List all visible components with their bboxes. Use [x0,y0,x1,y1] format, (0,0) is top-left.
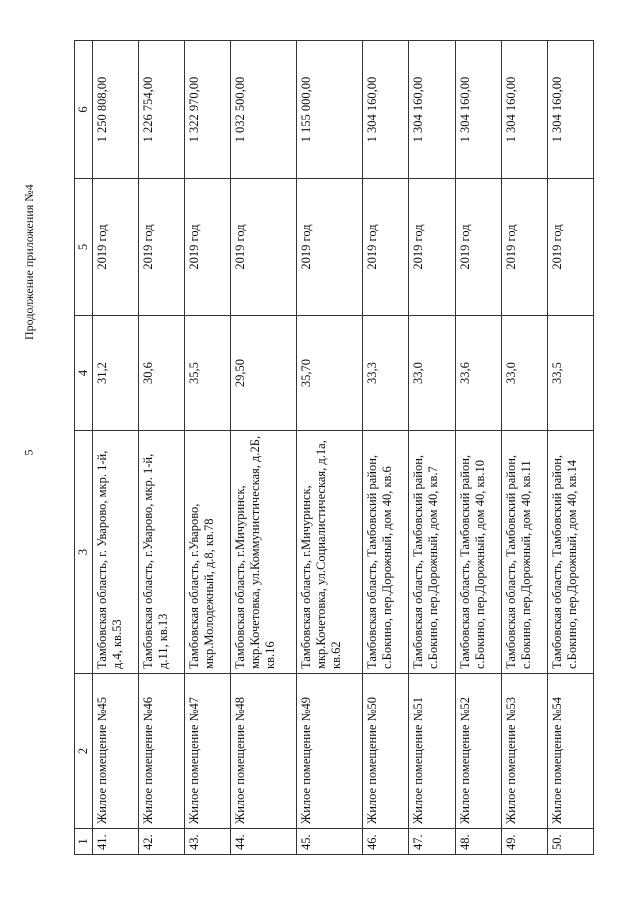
row-number-cell: 50. [547,829,593,855]
address-cell: Тамбовская область, г.Уварово, мкр.Молодежный, д.8, кв.78 [185,431,231,674]
name-cell: Жилое помещение №47 [185,674,231,829]
name-cell: Жилое помещение №49 [297,674,363,829]
price-cell: 1 304 160,00 [455,41,501,179]
table-body [93,41,594,855]
name-cell: Жилое помещение №50 [363,674,409,829]
table-row [547,41,593,855]
year-cell: 2019 год [547,179,593,316]
column-header: 1 [75,829,93,855]
area-cell: 35,70 [297,316,363,431]
area-cell: 33,0 [501,316,547,431]
price-cell: 1 226 754,00 [139,41,185,179]
name-cell: Жилое помещение №46 [139,674,185,829]
property-table [74,40,594,855]
price-cell: 1 304 160,00 [409,41,455,179]
table-row [455,41,501,855]
area-cell: 30,6 [139,316,185,431]
area-cell: 35,5 [185,316,231,431]
address-cell: Тамбовская область, Тамбовский район, с.Бокино, пер.Дорожный, дом 40, кв.7 [409,431,455,674]
column-header: 4 [75,316,93,431]
address-cell: Тамбовская область, г.Мичуринск, мкр.Кочетовка, ул.Социалистическая, д.1а, кв.62 [297,431,363,674]
area-cell: 33,3 [363,316,409,431]
row-number-cell: 49. [501,829,547,855]
row-number-cell: 43. [185,829,231,855]
table-row [231,41,297,855]
row-number-cell: 44. [231,829,297,855]
name-cell: Жилое помещение №53 [501,674,547,829]
column-header: 2 [75,674,93,829]
price-cell: 1 155 000,00 [297,41,363,179]
table-row [185,41,231,855]
year-cell: 2019 год [185,179,231,316]
year-cell: 2019 год [363,179,409,316]
area-cell: 33,0 [409,316,455,431]
area-cell: 29,50 [231,316,297,431]
column-header: 6 [75,41,93,179]
table-row [297,41,363,855]
year-cell: 2019 год [409,179,455,316]
name-cell: Жилое помещение №45 [93,674,139,829]
address-cell: Тамбовская область, Тамбовский район, с.Бокино, пер.Дорожный, дом 40, кв.10 [455,431,501,674]
table-row [363,41,409,855]
table-row [409,41,455,855]
year-cell: 2019 год [501,179,547,316]
price-cell: 1 032 500,00 [231,41,297,179]
year-cell: 2019 год [297,179,363,316]
appendix-label: Продолжение приложения №4 [22,184,36,340]
area-cell: 31,2 [93,316,139,431]
rotated-table [74,41,594,855]
year-cell: 2019 год [93,179,139,316]
row-number-cell: 47. [409,829,455,855]
area-cell: 33,6 [455,316,501,431]
year-cell: 2019 год [455,179,501,316]
price-cell: 1 322 970,00 [185,41,231,179]
property-table-container [74,41,594,855]
price-cell: 1 304 160,00 [547,41,593,179]
name-cell: Жилое помещение №54 [547,674,593,829]
name-cell: Жилое помещение №51 [409,674,455,829]
name-cell: Жилое помещение №48 [231,674,297,829]
row-number-cell: 42. [139,829,185,855]
address-cell: Тамбовская область, г. Уварово, мкр. 1-й, д.4, кв.53 [93,431,139,674]
row-number-cell: 45. [297,829,363,855]
price-cell: 1 250 808,00 [93,41,139,179]
column-header: 3 [75,431,93,674]
address-cell: Тамбовская область, Тамбовский район, с.Бокино, пер.Дорожный, дом 40, кв.14 [547,431,593,674]
row-number-cell: 48. [455,829,501,855]
area-cell: 33,5 [547,316,593,431]
table-row [139,41,185,855]
page-number: 5 [21,449,36,456]
table-row [93,41,139,855]
year-cell: 2019 год [139,179,185,316]
price-cell: 1 304 160,00 [501,41,547,179]
year-cell: 2019 год [231,179,297,316]
address-cell: Тамбовская область, г.Уварово, мкр. 1-й, д.11, кв.13 [139,431,185,674]
address-cell: Тамбовская область, г.Мичуринск, мкр.Кочетовка, ул.Коммунистическая, д.2Б, кв.16 [231,431,297,674]
name-cell: Жилое помещение №52 [455,674,501,829]
row-number-cell: 41. [93,829,139,855]
address-cell: Тамбовская область, Тамбовский район, с.Бокино, пер.Дорожный, дом 40, кв.6 [363,431,409,674]
table-header-row [75,41,93,855]
table-row [501,41,547,855]
column-header: 5 [75,179,93,316]
address-cell: Тамбовская область, Тамбовский район, с.Бокино, пер.Дорожный, дом 40, кв.11 [501,431,547,674]
row-number-cell: 46. [363,829,409,855]
price-cell: 1 304 160,00 [363,41,409,179]
